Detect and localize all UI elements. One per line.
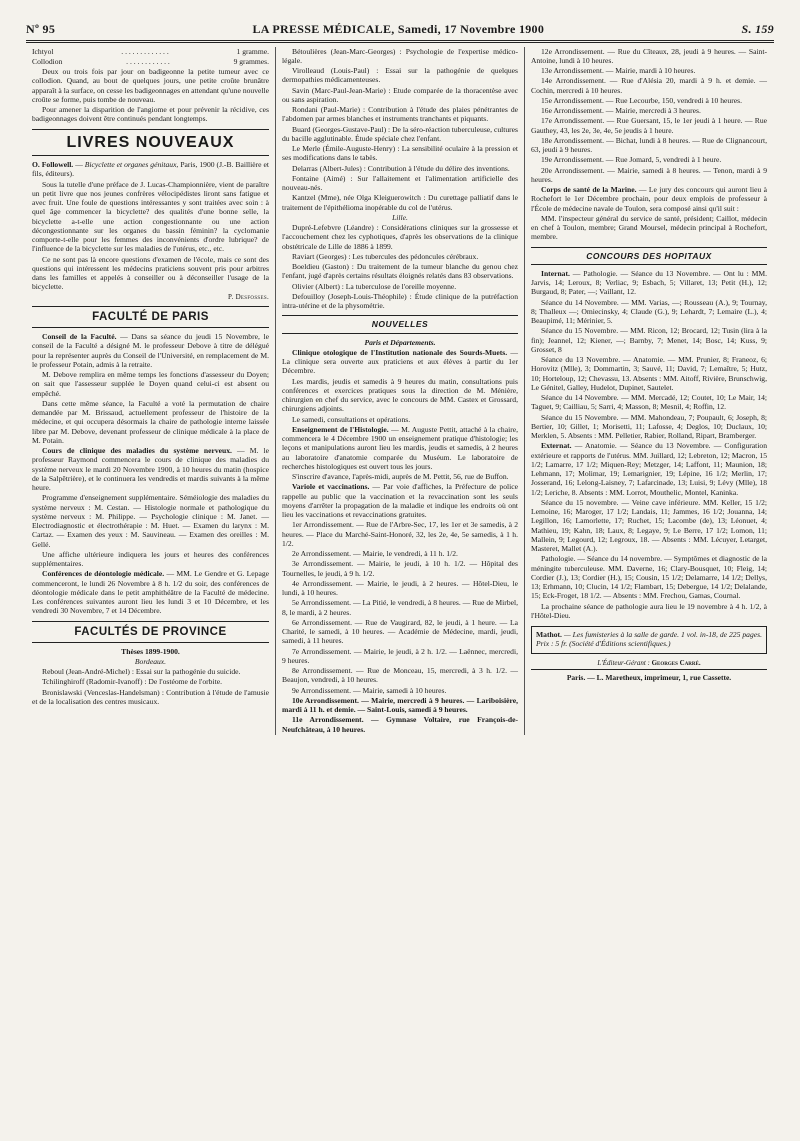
thesis-item: Fontaine (Aimé) : Sur l'allaitement et l'alimentation artificielle des nouveau-nés. bbox=[282, 173, 518, 193]
arrondissement-item: 1er Arrondissement. — Rue de l'Arbre-Sec, 17, les 1er et 3e samedis, à 2 heures. — Place du Marché-Saint-Honoré, 32, les 2e, 4e, 5e samedis, à 1 h. 1/2. bbox=[282, 520, 518, 548]
arrondissement-item: 11e Arrondissement. — Gymnase Voltaire, rue François-de-Neufchâteau, à 10 heures. bbox=[282, 715, 518, 734]
paragraph: Sous la tutelle d'une préface de J. Lucas-Championnière, vient de paraître un petit livre que nos jeunes confrères vélocipédistes liront sans fatigue et avec fruit. Une foule de questions intéressantes y sont traitées avec soin : à quel âge commencer la bicyclette? des qualités d'une bonne selle, la bicyclette a-t-elle une action congestionnante ou une action décongestionnante sur les organes du bassin féminin? la cyclomanie comporte-t-elle pour les femmes des inconvénients d'ordre lubrique? de l'influence de la bicyclette sur les maladies de l'utérus, etc., etc. bbox=[32, 179, 269, 254]
book-notice-box bbox=[531, 626, 767, 654]
paragraph: Séance du 14 Novembre. — MM. Varias, —; Rousseau (A.), 9; Tournay, 8; Thalleux —; Omiecinsky, 4; Claude (G.), 9; Lehardt, 7; Lemaire (L.), 4; Beaupimé, 11; Mérinier, 5. bbox=[531, 297, 767, 326]
paragraph: MM. l'inspecteur général du service de santé, président; Caillot, médecin en chef à Toulon, membre; Grand Moursel, médecin principal à Rochefort, membre. bbox=[531, 213, 767, 242]
column-2 bbox=[275, 47, 524, 735]
arrondissement-item: 6e Arrondissement. — Rue de Vaugirard, 82, le jeudi, à 1 heure. — La Charité, le samedi, à 10 heures. — Académie de Médecine, mardi, jeudi, samedi, à 11 heures. bbox=[282, 617, 518, 646]
city-heading: Lille. bbox=[392, 212, 408, 222]
paragraph: Séance du 15 novembre. — Veine cave inférieure. MM. Keller, 15 1/2; Lemoine, 16; Maroger, 17 1/2; Landais, 11; Jammes, 16 1/2; Jouanna, 14; Legillon, 16; Lamorlette, 17; Ruchet, 15; Lacombe (de), 13; Léonuet, 4; Mathieu, 19; Kahn, 18; Laux, 8; Legaye, 9; Le Berre, 17 1/2; Lomon, 11; Mallein, 9; Legourd, 12; Legroux, 18. — Absents : MM. Lécuyer, Letarget, Masteret, Mallet (A.). bbox=[531, 497, 767, 554]
thesis-item: Olivier (Albert) : La tuberculose de l'oreille moyenne. bbox=[292, 281, 457, 291]
signature: P. Desfosses. bbox=[228, 292, 269, 301]
theses-heading: Thèses 1899-1900. bbox=[121, 646, 180, 656]
arrondissement-item: 16e Arrondissement. — Mairie, mercredi à 3 heures. bbox=[541, 106, 701, 116]
thesis-item: Bronislawski (Venceslas-Handelsman) : Contribution à l'étude de l'amusie et de la localisation des centres musicaux. bbox=[32, 687, 269, 706]
paragraph: La prochaine séance de pathologie aura lieu le 19 novembre à 4 h. 1/2, à l'Hôtel-Dieu. bbox=[531, 601, 767, 620]
city-heading: Bordeaux. bbox=[134, 656, 167, 666]
paragraph: Variole et vaccinations. — Par voie d'affiches, la Préfecture de police rappelle au public que la vaccination et la revaccination sont les seuls moyens d'arrêter la propagation de la maladie et indique les endroits où ont lieu les vaccinations et revaccinations gratuites. bbox=[282, 482, 518, 520]
arrondissement-item: 7e Arrondissement. — Mairie, le jeudi, à 2 h. 1/2. — Laënnec, mercredi, 9 heures. bbox=[282, 646, 518, 665]
thesis-item: Delarras (Albert-Jules) : Contribution à l'étude du délire des inventions. bbox=[292, 163, 510, 173]
running-header bbox=[26, 22, 774, 40]
column-1 bbox=[26, 47, 275, 735]
thesis-item: Savin (Marc-Paul-Jean-Marie) : Etude comparée de la thoracentèse avec ou sans aspiration. bbox=[282, 85, 518, 104]
columns bbox=[26, 47, 774, 735]
paragraph: Les mardis, jeudis et samedis à 9 heures du matin, consultations puis conférences et exercices pratiques sous la direction de M. Ménière, chirurgien en chef du service, avec le concours de MM. Castex et Grossard, chirurgiens adjoints. bbox=[282, 376, 518, 414]
issue-number: Nº 95 bbox=[26, 22, 56, 36]
thesis-item: Buard (Georges-Gustave-Paul) : De la séro-réaction tuberculeuse, cultures du bacille agglutinable. Étude spéciale chez l'enfant. bbox=[282, 124, 518, 143]
paragraph: Corps de santé de la Marine. — Le jury des concours qui auront lieu à Rochefort le 1er Décembre prochain, pour deux emplois de professeur à l'École de médecine navale de Toulon, sera composé ainsi qu'il suit : bbox=[531, 185, 767, 213]
section-heading-province: FACULTÉS DE PROVINCE bbox=[32, 621, 269, 643]
page-number: S. 159 bbox=[741, 22, 774, 36]
imprint: Paris. — L. Maretheux, imprimeur, 1, rue Cassette. bbox=[531, 669, 767, 682]
book-review: O. Followell. — Bicyclette et organes génitaux, Paris, 1900 (J.-B. Baillière et fils, éditeurs). bbox=[32, 160, 270, 179]
arrondissement-item: 4e Arrondissement. — Mairie, le jeudi, à 2 heures. — Hôtel-Dieu, le lundi, à 10 heures. bbox=[282, 578, 518, 598]
paragraph: Pathologie. — Séance du 14 novembre. — Symptômes et diagnostic de la méningite tuberculeuse. MM. Daverne, 16; Clary-Bousquet, 10; Fleig, 14; Cordier (J.), 13; Cordier (H.), 15; Cousin, 15 1/2; Delamarre, 14 1/2; Dellys, 13; Erhmann, 10; Clucin, 14 1/2; Flambart, 15; Debergue, 14 1/2; Delalande, 15; Eck-Froget, 18 1/2. — Absents : MM. Frechou, Gamas, Cournal. bbox=[531, 554, 767, 601]
arrondissement-item: 10e Arrondissement. — Mairie, mercredi à 9 heures. — Lariboisière, mardi à 11 h. et demie. — Saint-Louis, samedi à 9 heures. bbox=[282, 695, 518, 715]
paragraph: Dans cette même séance, la Faculté a voté la permutation de chaire demandée par M. Brissaud, actuellement professeur de l'histoire de la médecine, et qui occupera désormais la chaire de pathologie interne laissée libre par M. Debove, devenant professeur de clinique médicale à la place de M. Potain. bbox=[32, 398, 269, 445]
thesis-item: Kantzel (Mme), née Olga Kleiguerowitch : Du curettage palliatif dans le traitement de l'épithélioma inopérable du col de l'utérus. bbox=[282, 193, 518, 212]
thesis-item: Boeldieu (Gaston) : Du traitement de la tumeur blanche du genou chez l'enfant, jugé d'après certains résultats éloignés relatés dans 83 observations. bbox=[282, 262, 518, 281]
arrondissement-item: 13e Arrondissement. — Mairie, mardi à 10 heures. bbox=[541, 66, 696, 76]
paragraph: Pour amener la disparition de l'angiome et pour prévenir la récidive, ces badigeonnages doivent être continués pendant longtemps. bbox=[32, 105, 269, 124]
recipe-line: Ichtyol . . . . . . . . . . . . . 1 gramme. bbox=[32, 46, 269, 56]
section-heading-nouvelles: NOUVELLES bbox=[282, 315, 518, 333]
recipe bbox=[32, 47, 269, 67]
paragraph: Séance du 13 Novembre. — Anatomie. — MM. Prunier, 8; Franeoz, 6; Horovitz (Mlle), 3; Dommartin, 3; Sauvé, 11; David, 7; Lemaître, 5; Hutz, 10; Horteloup, 12; Chevassu, 13. Absents : MM. Aitoff, Rivière, Brunschwig, Le Génitel, Galley, Hudelot, Dupinet, Sautelet. bbox=[531, 355, 767, 392]
editor-line: L'Éditeur-Gérant : Georges Carré. bbox=[597, 658, 701, 667]
arrondissement-item: 2e Arrondissement. — Mairie, le vendredi, à 11 h. 1/2. bbox=[292, 549, 458, 559]
arrondissement-item: 19e Arrondissement. — Rue Jomard, 5, vendredi à 1 heure. bbox=[541, 155, 722, 165]
arrondissement-item: 18e Arrondissement. — Bichat, lundi à 8 heures. — Rue de Clignancourt, 63, jeudi à 9 heures. bbox=[531, 135, 767, 155]
paragraph: Séance du 14 Novembre. — MM. Mercadé, 12; Coutet, 10; Le Mair, 14; Taguet, 9; Cailliau, 5; Sarri, 4; Masson, 8; Mesnil, 4; Roffin, 12. bbox=[531, 393, 767, 412]
paragraph: Ce ne sont pas là encore questions d'examen de l'école, mais ce sont des questions qui intéressent les médecins praticiens souvent pris pour arbitres dans les familles et appelés à conseiller ou à déconseiller l'usage de la bicyclette. bbox=[32, 254, 269, 292]
arrondissement-item: 12e Arrondissement. — Rue du Cîteaux, 28, jeudi à 9 heures. — Saint-Antoine, lundi à 10 heures. bbox=[531, 46, 767, 65]
arrondissement-item: 8e Arrondissement. — Rue de Monceau, 15, mercredi, à 3 h. 1/2. — Beaujon, vendredi, à 10 heures. bbox=[282, 666, 518, 685]
column-3 bbox=[524, 47, 773, 735]
arrondissement-item: 14e Arrondissement. — Rue d'Alésia 20, mardi à 9 h. et demie. — Cochin, mercredi à 10 heures. bbox=[531, 76, 767, 95]
paragraph: Conseil de la Faculté. — Dans sa séance du jeudi 15 Novembre, le conseil de la Faculté a désigné M. le professeur Debove à titre de délégué pour la représenter auprès du Conseil de l'Université, en remplacement de M. le professeur Potain, admis à la retraite. bbox=[32, 332, 270, 369]
header-rule bbox=[26, 40, 774, 43]
section-heading-livres: LIVRES NOUVEAUX bbox=[32, 129, 269, 157]
paragraph: Deux ou trois fois par jour on badigeonne la petite tumeur avec ce collodion. Quand, au bout de quelques jours, une petite croûte brunâtre apparaît à la surface, on cesse les badigeonnages en attendant qu'une nouvelle croûte se forme, puis tombe de nouveau. bbox=[32, 67, 269, 104]
section-heading-concours: CONCOURS DES HOPITAUX bbox=[531, 247, 767, 265]
paragraph: Enseignement de l'Histologie. — M. Auguste Pettit, attaché à la chaire, commencera le 4 Décembre 1900 un enseignement pratique d'histologie; les leçons et manipulations auront lieu les mardis, jeudis et samedis, à 2 heures au laboratoire d'anatomie comparée du Muséum. Le laboratoire de recherches histologiques est ouvert tous les jours. bbox=[282, 424, 518, 471]
thesis-item: Le Merle (Émile-Auguste-Henry) : La sensibilité oculaire à la pression et ses modifications dans le tabès. bbox=[282, 144, 518, 163]
paragraph: Séance du 15 Novembre. — MM. Ricon, 12; Brocard, 12; Tusin (lira à la fin); Jeannel, 12; Kiener, —; Barnby, 7; Menet, 14; Bosc, 14; Kuss, 9; Grosset, 8 bbox=[531, 326, 767, 354]
arrondissement-item: 5e Arrondissement. — La Pitié, le vendredi, à 8 heures. — Rue de Mirbel, 8, le mardi, à 2 heures. bbox=[282, 598, 518, 617]
paragraph: Le samedi, consultations et opérations. bbox=[292, 414, 411, 424]
thesis-item: Defouilloy (Joseph-Louis-Théophile) : Étude clinique de la putréfaction intra-utérine et de la physométrie. bbox=[282, 291, 518, 311]
arrondissement-item: 3e Arrondissement. — Mairie, le jeudi, à 10 h. 1/2. — Hôpital des Tournelles, le jeudi, à 9 h. 1/2. bbox=[282, 559, 518, 578]
paragraph: Cours de clinique des maladies du système nerveux. — M. le professeur Raymond commencera le cours de clinique des maladies du système nerveux le mardi 20 Novembre 1900, à 10 heures du matin (hospice de la Salpêtrière), et le continuera les vendredis et mardis suivants à la même heure. bbox=[32, 446, 269, 493]
paragraph: Clinique otologique de l'Institution nationale des Sourds-Muets. — La clinique sera ouverte aux praticiens et aux élèves à partir du 1er Décembre. bbox=[282, 347, 518, 376]
book-notice: Mathot. — Les fumisteries à la salle de garde. 1 vol. in-18, de 225 pages. Prix : 5 fr. (Société d'Éditions scientifiques.) bbox=[536, 630, 762, 649]
thesis-item: Tchilinghiroff (Radomir-Ivanoff) : De l'ostéome de l'orbite. bbox=[42, 677, 222, 687]
recipe-line: Collodion . . . . . . . . . . . . 9 grammes. bbox=[32, 56, 269, 66]
arrondissement-item: 15e Arrondissement. — Rue Lecourbe, 150, vendredi à 10 heures. bbox=[541, 95, 742, 105]
thesis-item: Raviart (Georges) : Les tubercules des pédoncules cérébraux. bbox=[292, 251, 479, 261]
section-heading-faculte-paris: FACULTÉ DE PARIS bbox=[32, 306, 269, 328]
paragraph: Une affiche ultérieure indiquera les jours et heures des conférences supplémentaires. bbox=[32, 549, 269, 569]
paragraph: Externat. — Anatomie. — Séance du 13 Novembre. — Configuration extérieure et rapports de l'utérus. MM. Juillard, 12; Lebreton, 12; Macron, 15 1/2; Lamarre, 17 1/2; Miquen-Rey; Metzger, 14; Laffont, 11; Maunion, 18; Lehmann, 17; Molimar, 19; Lemarignier, 19; Lépine, 16 1/2; Merlin, 17; Josserand, 16; Lelong-Laisney, 7; Lafarcinade, 13; Luisi, 9; Lévy (Mlle), 18 1/2; Leriche, 8. Absents : MM. Lorrot, Mouthelic, Montel, Kaninka. bbox=[531, 441, 767, 497]
arrondissement-item: 20e Arrondissement. — Mairie, samedi à 8 heures. — Tenon, mardi à 9 heures. bbox=[531, 165, 767, 184]
paragraph: S'inscrire d'avance, l'après-midi, auprès de M. Pettit, 56, rue de Buffon. bbox=[292, 472, 509, 482]
thesis-item: Bétoulières (Jean-Marc-Georges) : Psychologie de l'expertise médico-légale. bbox=[282, 46, 518, 65]
thesis-item: Reboul (Jean-André-Michel) : Essai sur la pathogénie du suicide. bbox=[42, 667, 241, 677]
arrondissement-item: 17e Arrondissement. — Rue Guersant, 15, le 1er jeudi à 1 heure. — Rue Gauthey, 43, les 2e, 3e, 4e, 5e jeudis à 1 heure. bbox=[531, 116, 767, 135]
thesis-item: Dupré-Lefebvre (Léandre) : Considérations cliniques sur la grossesse et l'accouchement chez les cyphotiques, d'après les observations de la clinique obstétricale de Lille de 1886 à 1899. bbox=[282, 223, 518, 251]
paragraph: Programme d'enseignement supplémentaire. Séméiologie des maladies du système nerveux : M. Cestan. — Histologie normale et pathologique du système nerveux : M. Philippe. — Psychologie clinique : M. Janet. — Electrodiagnostic et électrothérapie : M. Huet. — Examen du larynx : M. Cartaz. — Examen des yeux : M. Sauvineau. — Examen des oreilles : M. Gellé. bbox=[32, 493, 269, 549]
paragraph: M. Debove remplira en même temps les fonctions d'assesseur du Doyen; on sait que l'assesseur supplée le Doyen quand celui-ci est absent ou empêché. bbox=[32, 370, 269, 398]
arrondissement-item: 9e Arrondissement. — Mairie, samedi à 10 heures. bbox=[292, 685, 447, 695]
paragraph: Internat. — Pathologie. — Séance du 13 Novembre. — Ont lu : MM. Jarvis, 14; Leroux, 8; Verliac, 9; Esbach, 5; Villaret, 13; Petit (H.), 12; Burgaud, 8; Pater, —; Vaillant, 12. bbox=[531, 268, 767, 297]
subsection-heading: Paris et Départements. bbox=[364, 337, 436, 347]
thesis-item: Rondani (Paul-Marie) : Contribution à l'étude des plaies pénétrantes de l'abdomen par armes blanches et instruments tranchants et piquants. bbox=[282, 105, 518, 124]
thesis-item: Virolleaud (Louis-Paul) : Essai sur la pathogénie de quelques dermopathies médicamenteuses. bbox=[282, 66, 518, 85]
paragraph: Séance du 15 Novembre. — MM. Mahondeau, 7; Poupault, 6; Joseph, 8; Bertier, 10; Gillet, 1; Morisetti, 11; Lafosse, 4; Deglos, 10; Duclaux, 10; Merklen, 5. Absents : MM. Pelletier, Rabier, Rolland, Ripart, Bramberger. bbox=[531, 412, 767, 441]
paragraph: Conférences de déontologie médicale. — MM. Le Gendre et G. Lepage commenceront, le lundi 26 Novembre à 8 h. 1/2 du soir, des conférences de déontologie médicale dans le petit amphithéâtre de la Faculté de médecine. Les conférences suivantes auront lieu les lundi 3 et 10 Décembre, et les vendredi 30 Novembre, 7 et 14 Décembre. bbox=[32, 569, 269, 616]
journal-title: LA PRESSE MÉDICALE, Samedi, 17 Novembre 1900 bbox=[252, 22, 545, 36]
